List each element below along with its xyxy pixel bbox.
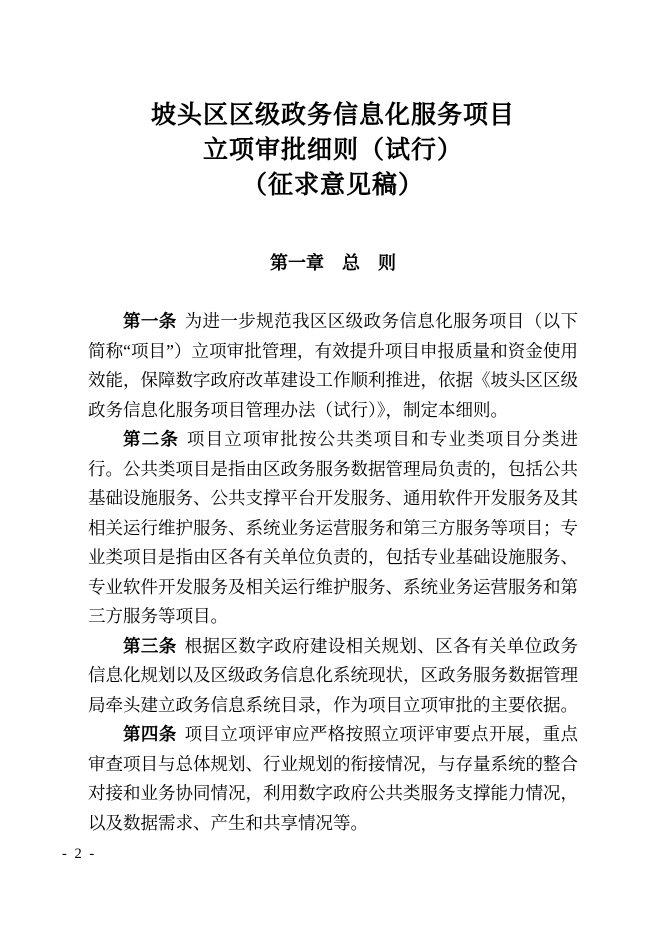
article-1-number: 第一条: [123, 311, 177, 331]
document-title-line-2: 立项审批细则（试行）: [202, 136, 463, 164]
paragraph-article-1: [88, 307, 578, 425]
article-2-text: 项目立项审批按公共类项目和专业类项目分类进行。公共类项目是指由区政务服务数据管理局负责的，包括公共基础设施服务、公共支撑平台开发服务、通用软件开发服务及其相关运行维护服务、系统业务运营服务和第三方服务等项目；专业类项目是指由区各有关单位负责的，包括专业基础设施服务、专业软件开发服务及相关运行维护服务、系统业务运营服务和第三方服务等项目。: [88, 429, 579, 626]
article-2-number: 第二条: [123, 429, 180, 449]
article-4-text: 项目立项评审应严格按照立项评审要点开展，重点审查项目与总体规划、行业规划的衔接情况，与存量系统的整合对接和业务协同情况，利用数字政府公共类服务支撑能力情况，以及数据需求、产生和共享情况等。: [88, 724, 578, 833]
chapter-heading: 第一章 总 则: [270, 253, 396, 273]
article-3-text: 根据区数字政府建设相关规划、区各有关单位政务信息化规划以及区级政务信息化系统现状，区政务服务数据管理局牵头建立政务信息系统目录，作为项目立项审批的主要依据。: [88, 635, 578, 715]
paragraph-article-3: [88, 632, 578, 721]
article-4-number: 第四条: [123, 724, 177, 744]
document-body: [88, 307, 578, 838]
article-3-number: 第三条: [123, 635, 177, 656]
document-title: [88, 98, 578, 203]
paragraph-article-2: [88, 425, 578, 632]
document-title-line-3: （征求意见稿）: [241, 171, 424, 199]
document-title-line-1: 坡头区区级政务信息化服务项目: [150, 101, 515, 129]
paragraph-article-4: [88, 720, 578, 838]
article-1-text: 为进一步规范我区区级政务信息化服务项目（以下简称“项目”）立项审批管理，有效提升项目申报质量和资金使用效能，保障数字政府改革建设工作顺利推进，依据《坡头区区级政务信息化服务项目管理办法（试行）》，制定本细则。: [88, 311, 578, 420]
page-number: - 2 -: [62, 846, 97, 862]
